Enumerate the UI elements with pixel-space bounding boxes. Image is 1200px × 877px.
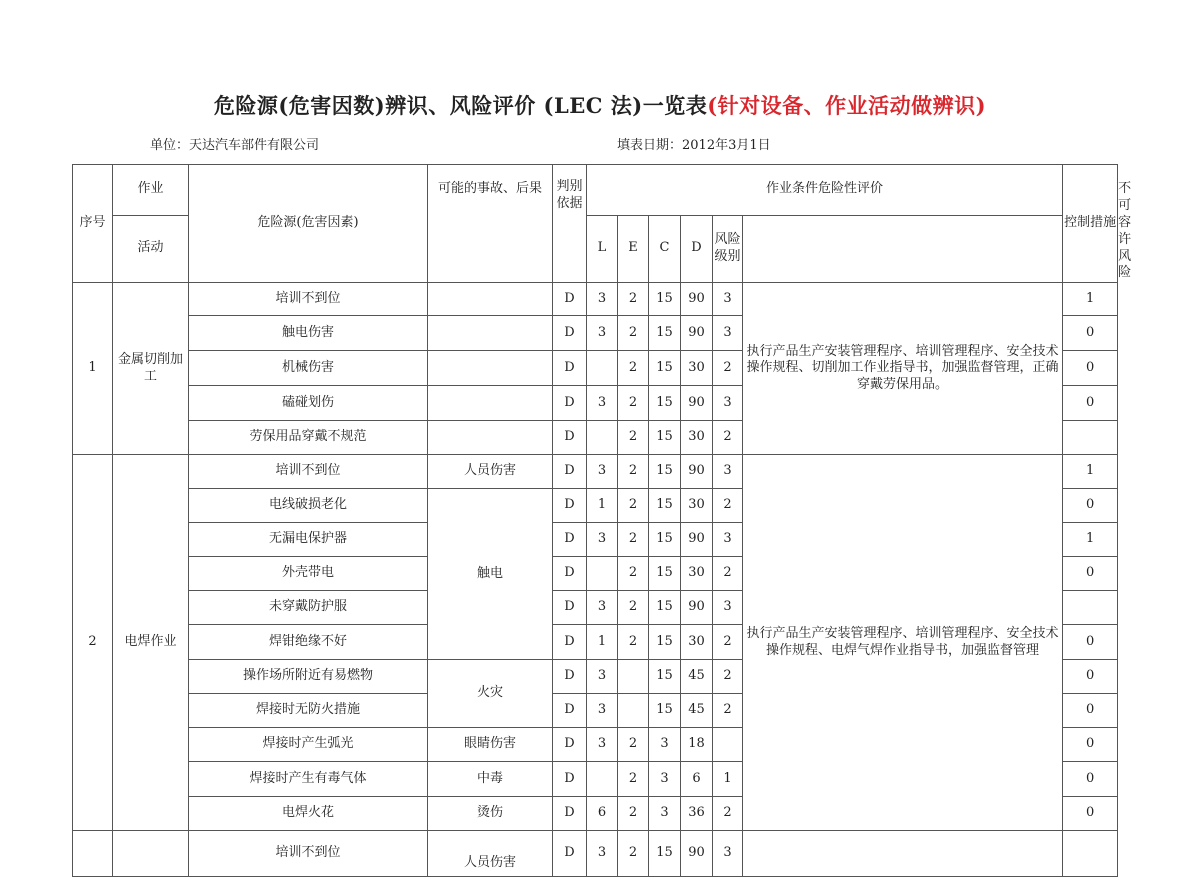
- control-measures-cell: [743, 831, 1063, 877]
- hazard-cell: 焊接时产生有毒气体: [189, 762, 428, 797]
- page-title: [0, 90, 1200, 120]
- e-cell: 2: [618, 762, 649, 797]
- l-cell: 6: [587, 797, 618, 831]
- basis-cell: D: [553, 557, 587, 591]
- unit-label: 单位：天达汽车部件有限公司: [150, 138, 320, 153]
- hazard-cell: 操作场所附近有易燃物: [189, 660, 428, 694]
- c-cell: 15: [649, 625, 681, 660]
- d-cell: 30: [681, 625, 713, 660]
- risk-cell: 2: [713, 557, 743, 591]
- d-cell: 30: [681, 421, 713, 455]
- risk-cell: 2: [713, 797, 743, 831]
- l-cell: 3: [587, 316, 618, 351]
- table-row: [73, 831, 1118, 877]
- l-cell: 3: [587, 523, 618, 557]
- basis-cell: D: [553, 351, 587, 386]
- e-cell: [618, 694, 649, 728]
- e-cell: 2: [618, 625, 649, 660]
- basis-cell: D: [553, 831, 587, 877]
- c-cell: 15: [649, 523, 681, 557]
- basis-cell: D: [553, 386, 587, 421]
- header-activity: 活动: [113, 215, 189, 283]
- l-cell: [587, 421, 618, 455]
- intolerable-cell: 0: [1063, 316, 1118, 351]
- c-cell: 15: [649, 283, 681, 316]
- risk-cell: 2: [713, 489, 743, 523]
- header-accident: 可能的事故、后果: [428, 165, 553, 283]
- accident-cell: [428, 316, 553, 351]
- seq-cell: 2: [73, 455, 113, 831]
- accident-cell: 人员伤害: [428, 455, 553, 489]
- accident-cell: [428, 386, 553, 421]
- basis-cell: D: [553, 455, 587, 489]
- d-cell: 90: [681, 316, 713, 351]
- risk-cell: 3: [713, 831, 743, 877]
- intolerable-cell: 0: [1063, 660, 1118, 694]
- c-cell: 15: [649, 351, 681, 386]
- hazard-cell: 触电伤害: [189, 316, 428, 351]
- d-cell: 90: [681, 455, 713, 489]
- d-cell: 30: [681, 557, 713, 591]
- hazard-cell: 培训不到位: [189, 455, 428, 489]
- title-note: (针对设备、作业活动做辨识): [707, 93, 987, 118]
- header-L: L: [587, 215, 618, 283]
- risk-cell: 2: [713, 694, 743, 728]
- e-cell: 2: [618, 557, 649, 591]
- d-cell: 90: [681, 283, 713, 316]
- e-cell: 2: [618, 316, 649, 351]
- c-cell: 15: [649, 660, 681, 694]
- c-cell: 15: [649, 455, 681, 489]
- intolerable-cell: 0: [1063, 351, 1118, 386]
- basis-cell: D: [553, 591, 587, 625]
- risk-cell: [713, 728, 743, 762]
- basis-cell: D: [553, 625, 587, 660]
- c-cell: 15: [649, 489, 681, 523]
- e-cell: 2: [618, 728, 649, 762]
- c-cell: 15: [649, 386, 681, 421]
- intolerable-cell: [1063, 591, 1118, 625]
- accident-cell: [428, 351, 553, 386]
- risk-table: [72, 164, 1132, 877]
- table-row: [73, 455, 1118, 489]
- hazard-cell: 焊接时无防火措施: [189, 694, 428, 728]
- e-cell: 2: [618, 283, 649, 316]
- hazard-cell: 电线破损老化: [189, 489, 428, 523]
- intolerable-cell: 0: [1063, 728, 1118, 762]
- hazard-cell: 培训不到位: [189, 283, 428, 316]
- l-cell: 3: [587, 831, 618, 877]
- c-cell: 3: [649, 728, 681, 762]
- e-cell: 2: [618, 351, 649, 386]
- risk-cell: 3: [713, 455, 743, 489]
- hazard-cell: 焊接时产生弧光: [189, 728, 428, 762]
- c-cell: 15: [649, 557, 681, 591]
- l-cell: 3: [587, 455, 618, 489]
- e-cell: 2: [618, 523, 649, 557]
- basis-cell: D: [553, 694, 587, 728]
- d-cell: 90: [681, 591, 713, 625]
- hazard-cell: 培训不到位: [189, 831, 428, 877]
- intolerable-cell: 1: [1063, 283, 1118, 316]
- c-cell: 15: [649, 694, 681, 728]
- hazard-cell: 未穿戴防护服: [189, 591, 428, 625]
- risk-cell: 3: [713, 283, 743, 316]
- accident-cell: 眼睛伤害: [428, 728, 553, 762]
- accident-cell: 人员伤害: [428, 831, 553, 877]
- intolerable-cell: 0: [1063, 694, 1118, 728]
- fill-date-label: 填表日期：2012年3月1日: [617, 138, 771, 153]
- d-cell: 45: [681, 694, 713, 728]
- d-cell: 6: [681, 762, 713, 797]
- d-cell: 30: [681, 489, 713, 523]
- basis-cell: D: [553, 421, 587, 455]
- d-cell: 30: [681, 351, 713, 386]
- intolerable-cell: 0: [1063, 762, 1118, 797]
- l-cell: 3: [587, 386, 618, 421]
- risk-cell: 3: [713, 523, 743, 557]
- intolerable-cell: 1: [1063, 455, 1118, 489]
- header-control: 控制措施: [1063, 165, 1118, 283]
- accident-cell: 中毒: [428, 762, 553, 797]
- seq-cell: [73, 831, 113, 877]
- header-basis: 判别依据: [553, 165, 587, 283]
- d-cell: 90: [681, 831, 713, 877]
- c-cell: 3: [649, 762, 681, 797]
- title-main: 危险源(危害因数)辨识、风险评价 (LEC 法)一览表: [213, 93, 708, 118]
- l-cell: 3: [587, 591, 618, 625]
- hazard-cell: 电焊火花: [189, 797, 428, 831]
- header-risk-level: 风险级别: [713, 215, 743, 283]
- hazard-cell: 焊钳绝缘不好: [189, 625, 428, 660]
- risk-cell: 3: [713, 591, 743, 625]
- risk-cell: 2: [713, 421, 743, 455]
- e-cell: 2: [618, 455, 649, 489]
- d-cell: 45: [681, 660, 713, 694]
- activity-cell: [113, 831, 189, 877]
- l-cell: 3: [587, 694, 618, 728]
- c-cell: 3: [649, 797, 681, 831]
- l-cell: 3: [587, 283, 618, 316]
- c-cell: 15: [649, 316, 681, 351]
- c-cell: 15: [649, 421, 681, 455]
- d-cell: 36: [681, 797, 713, 831]
- control-measures-cell: 执行产品生产安装管理程序、培训管理程序、安全技术操作规程、电焊气焊作业指导书，加强监督管理: [743, 455, 1063, 831]
- hazard-cell: 无漏电保护器: [189, 523, 428, 557]
- d-cell: 18: [681, 728, 713, 762]
- basis-cell: D: [553, 660, 587, 694]
- header-job: 作业: [113, 165, 189, 216]
- accident-cell: [428, 283, 553, 316]
- header-C: C: [649, 215, 681, 283]
- risk-cell: 2: [713, 660, 743, 694]
- l-cell: 1: [587, 489, 618, 523]
- basis-cell: D: [553, 523, 587, 557]
- hazard-cell: 劳保用品穿戴不规范: [189, 421, 428, 455]
- basis-cell: D: [553, 797, 587, 831]
- intolerable-cell: 0: [1063, 625, 1118, 660]
- risk-cell: 2: [713, 351, 743, 386]
- l-cell: [587, 557, 618, 591]
- risk-cell: 3: [713, 386, 743, 421]
- l-cell: [587, 351, 618, 386]
- intolerable-cell: [1063, 831, 1118, 877]
- d-cell: 90: [681, 386, 713, 421]
- header-eval: 作业条件危险性评价: [587, 165, 1063, 216]
- header-D: D: [681, 215, 713, 283]
- basis-cell: D: [553, 762, 587, 797]
- risk-cell: 2: [713, 625, 743, 660]
- control-measures-cell: 执行产品生产安装管理程序、培训管理程序、安全技术操作规程、切削加工作业指导书，加强监督管理，正确穿戴劳保用品。: [743, 283, 1063, 455]
- accident-cell: [428, 421, 553, 455]
- e-cell: 2: [618, 797, 649, 831]
- e-cell: 2: [618, 489, 649, 523]
- accident-cell: 烫伤: [428, 797, 553, 831]
- intolerable-cell: 0: [1063, 557, 1118, 591]
- risk-cell: 1: [713, 762, 743, 797]
- c-cell: 15: [649, 591, 681, 625]
- intolerable-cell: 0: [1063, 489, 1118, 523]
- hazard-cell: 机械伤害: [189, 351, 428, 386]
- seq-cell: 1: [73, 283, 113, 455]
- activity-cell: 金属切削加工: [113, 283, 189, 455]
- intolerable-cell: 1: [1063, 523, 1118, 557]
- c-cell: 15: [649, 831, 681, 877]
- e-cell: 2: [618, 591, 649, 625]
- risk-cell: 3: [713, 316, 743, 351]
- hazard-cell: 磕碰划伤: [189, 386, 428, 421]
- activity-cell: 电焊作业: [113, 455, 189, 831]
- header-E: E: [618, 215, 649, 283]
- l-cell: 3: [587, 728, 618, 762]
- basis-cell: D: [553, 283, 587, 316]
- accident-cell: 触电: [428, 489, 553, 660]
- intolerable-cell: 0: [1063, 386, 1118, 421]
- table-row: [73, 283, 1118, 316]
- header-row: 序号 作业 危险源(危害因素) 可能的事故、后果 判别依据 作业条件危险性评价 控制措施 不可容许风险: [73, 165, 1118, 216]
- header-seq: 序号: [73, 165, 113, 283]
- basis-cell: D: [553, 489, 587, 523]
- e-cell: [618, 660, 649, 694]
- l-cell: 1: [587, 625, 618, 660]
- hazard-cell: 外壳带电: [189, 557, 428, 591]
- accident-cell: 火灾: [428, 660, 553, 728]
- e-cell: 2: [618, 421, 649, 455]
- l-cell: 3: [587, 660, 618, 694]
- basis-cell: D: [553, 728, 587, 762]
- intolerable-cell: 0: [1063, 797, 1118, 831]
- intolerable-cell: [1063, 421, 1118, 455]
- l-cell: [587, 762, 618, 797]
- basis-cell: D: [553, 316, 587, 351]
- header-hazard: 危险源(危害因素): [189, 165, 428, 283]
- e-cell: 2: [618, 831, 649, 877]
- e-cell: 2: [618, 386, 649, 421]
- d-cell: 90: [681, 523, 713, 557]
